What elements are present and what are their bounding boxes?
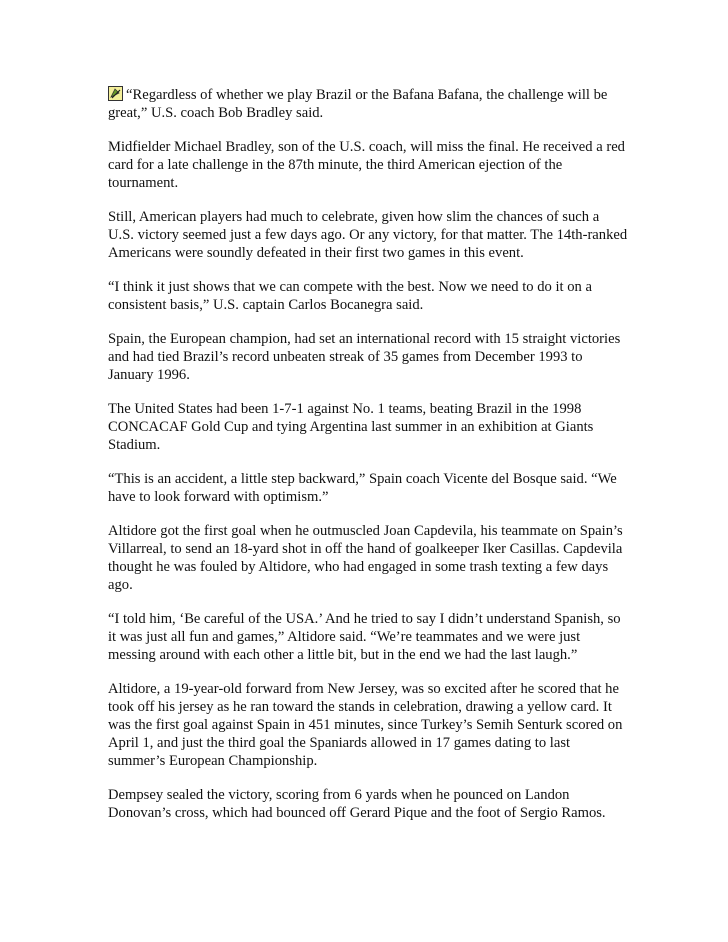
paragraph-6: The United States had been 1-7-1 against No. 1 teams, beating Brazil in the 1998 CONCACAF Gold Cup and tying Argentina last summer in an exhibition at Giants Stadium. — [108, 401, 594, 453]
paragraph-9: “I told him, ‘Be careful of the USA.’ And he tried to say I didn’t understand Spanish, so it was just all fun and games,” Altidore said. “We’re teammates and we were just messing around with each other a little bit, but in the end we had the last laugh.” — [108, 611, 621, 663]
comment-note-icon[interactable] — [108, 86, 123, 101]
paragraph-5: Spain, the European champion, had set an international record with 15 straight victories and had tied Brazil’s record unbeaten streak of 35 games from December 1993 to January 1996. — [108, 331, 621, 383]
paragraph-text: “Regardless of whether we play Brazil or the Bafana Bafana, the challenge will be great,” U.S. coach Bob Bradley said. — [108, 87, 608, 121]
paragraph-11: Dempsey sealed the victory, scoring from 6 yards when he pounced on Landon Donovan’s cross, which had bounced off Gerard Pique and the foot of Sergio Ramos. — [108, 787, 606, 821]
paragraph-3: Still, American players had much to celebrate, given how slim the chances of such a U.S. victory seemed just a few days ago. Or any victory, for that matter. The 14th-ranked Americans were soundly defeated in their first two games in this event. — [108, 209, 628, 261]
paragraph-7: “This is an accident, a little step backward,” Spain coach Vicente del Bosque said. “We have to look forward with optimism.” — [108, 471, 617, 505]
paragraph-4: “I think it just shows that we can compete with the best. Now we need to do it on a consistent basis,” U.S. captain Carlos Bocanegra said. — [108, 279, 592, 313]
paragraph-1 — [108, 86, 628, 122]
document-page — [108, 86, 628, 838]
paragraph-8: Altidore got the first goal when he outmuscled Joan Capdevila, his teammate on Spain’s Villarreal, to send an 18-yard shot in off the hand of goalkeeper Iker Casillas. Capdevila thought he was fouled by Altidore, who had engaged in some trash texting a few days ago. — [108, 523, 623, 593]
paragraph-2: Midfielder Michael Bradley, son of the U.S. coach, will miss the final. He received a red card for a late challenge in the 87th minute, the third American ejection of the tournament. — [108, 139, 625, 191]
paragraph-10: Altidore, a 19-year-old forward from New Jersey, was so excited after he scored that he took off his jersey as he ran toward the stands in celebration, drawing a yellow card. It was the first goal against Spain in 451 minutes, since Turkey’s Semih Senturk scored on April 1, and just the third goal the Spaniards allowed in 17 games dating to last summer’s European Championship. — [108, 681, 623, 769]
